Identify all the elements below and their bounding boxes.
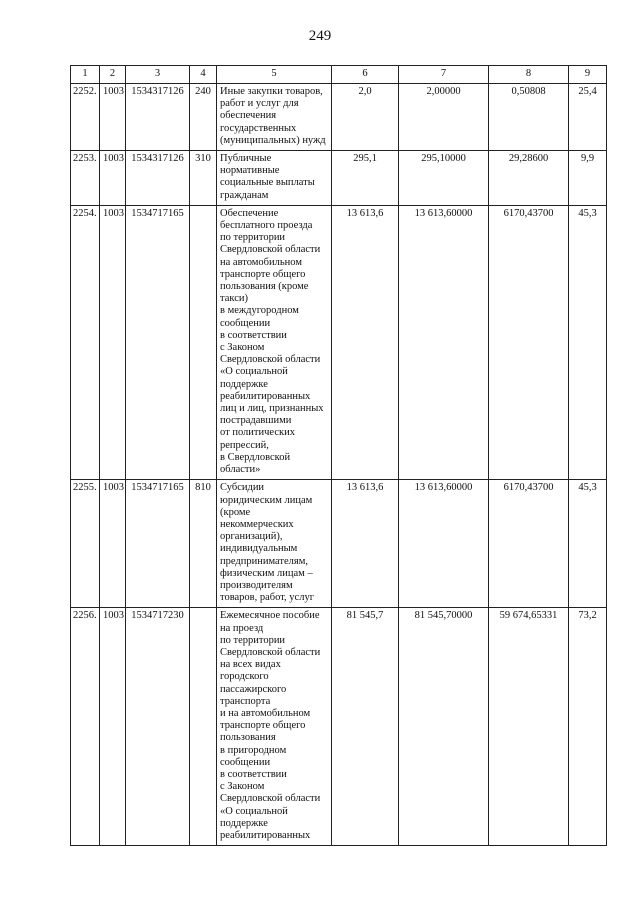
value-col9: 9,9	[569, 151, 607, 206]
row-description	[217, 608, 332, 846]
description-line: (кроме	[220, 506, 251, 518]
description-line: гражданам	[220, 189, 269, 201]
description-line: Ежемесячное пособие	[220, 610, 320, 622]
value-col6: 81 545,7	[332, 608, 399, 846]
description-line: бесплатного проезда	[220, 220, 313, 232]
description-line: государственных	[220, 122, 297, 134]
description-line: по территории	[220, 232, 286, 244]
row-description	[217, 205, 332, 479]
description-line: Свердловской области	[220, 354, 321, 366]
description-line: области»	[220, 464, 261, 476]
description-line: производителям	[220, 579, 293, 591]
section-code: 1003	[100, 205, 126, 479]
row-description	[217, 480, 332, 608]
value-col8: 0,50808	[489, 84, 569, 151]
row-number: 2253.	[71, 151, 100, 206]
description-line: предпринимателям,	[220, 555, 309, 567]
target-code: 1534717165	[126, 480, 190, 608]
section-code: 1003	[100, 151, 126, 206]
description-line: индивидуальным	[220, 543, 298, 555]
budget-table	[70, 65, 607, 846]
description-line: транспорте общего	[220, 268, 306, 280]
column-header: 9	[569, 66, 607, 84]
row-description	[217, 84, 332, 151]
description-line: пострадавшими	[220, 415, 292, 427]
value-col8: 29,28600	[489, 151, 569, 206]
value-col9: 25,4	[569, 84, 607, 151]
description-line: физическим лицам –	[220, 567, 313, 579]
column-header: 5	[217, 66, 332, 84]
expense-type-code	[190, 608, 217, 846]
value-col7: 295,10000	[399, 151, 489, 206]
description-line: товаров, работ, услуг	[220, 592, 315, 604]
row-number: 2255.	[71, 480, 100, 608]
description-line: в Свердловской	[220, 451, 291, 463]
description-line: такси)	[220, 293, 248, 305]
column-header: 7	[399, 66, 489, 84]
description-line: в соответствии	[220, 768, 287, 780]
description-line: пользования	[220, 732, 276, 744]
value-col9: 45,3	[569, 205, 607, 479]
column-header: 4	[190, 66, 217, 84]
target-code: 1534717230	[126, 608, 190, 846]
section-code: 1003	[100, 608, 126, 846]
description-line: поддержке	[220, 378, 268, 390]
description-line: с Законом	[220, 342, 265, 354]
column-header: 8	[489, 66, 569, 84]
description-line: «О социальной	[220, 366, 288, 378]
description-line: в междугородном	[220, 305, 299, 317]
expense-type-code: 810	[190, 480, 217, 608]
table-header	[71, 66, 607, 84]
description-line: реабилитированных	[220, 390, 311, 402]
description-line: Свердловской области	[220, 793, 321, 805]
value-col6: 295,1	[332, 151, 399, 206]
table-row	[71, 205, 607, 479]
description-line: нормативные	[220, 165, 280, 177]
description-line: транспорта	[220, 695, 271, 707]
row-number: 2254.	[71, 205, 100, 479]
row-number: 2252.	[71, 84, 100, 151]
description-line: юридическим лицам	[220, 494, 313, 506]
value-col7: 13 613,60000	[399, 205, 489, 479]
description-line: поддержке	[220, 817, 268, 829]
target-code: 1534317126	[126, 84, 190, 151]
description-line: Субсидии	[220, 482, 265, 494]
description-line: лиц и лиц, признанных	[220, 403, 324, 415]
column-header: 2	[100, 66, 126, 84]
expense-type-code: 240	[190, 84, 217, 151]
table-row	[71, 480, 607, 608]
value-col8: 6170,43700	[489, 205, 569, 479]
row-number: 2256.	[71, 608, 100, 846]
description-line: Иные закупки товаров,	[220, 86, 323, 97]
value-col6: 13 613,6	[332, 480, 399, 608]
column-header: 3	[126, 66, 190, 84]
description-line: транспорте общего	[220, 720, 306, 732]
column-header: 1	[71, 66, 100, 84]
table-row	[71, 151, 607, 206]
description-line: с Законом	[220, 781, 265, 793]
description-line: Свердловской области	[220, 244, 321, 256]
description-line: некоммерческих	[220, 518, 294, 530]
value-col8: 59 674,65331	[489, 608, 569, 846]
description-line: репрессий,	[220, 439, 269, 451]
expense-type-code	[190, 205, 217, 479]
description-line: «О социальной	[220, 805, 288, 817]
table-row	[71, 84, 607, 151]
description-line: в соответствии	[220, 329, 287, 341]
table-body	[71, 84, 607, 846]
description-line: на проезд	[220, 622, 264, 634]
value-col8: 6170,43700	[489, 480, 569, 608]
description-line: сообщении	[220, 756, 271, 768]
description-line: пользования (кроме	[220, 281, 309, 293]
row-description	[217, 151, 332, 206]
value-col7: 2,00000	[399, 84, 489, 151]
description-line: организаций),	[220, 531, 283, 543]
section-code: 1003	[100, 84, 126, 151]
description-line: Обеспечение	[220, 207, 279, 219]
column-header: 6	[332, 66, 399, 84]
expense-type-code: 310	[190, 151, 217, 206]
description-line: в пригородном	[220, 744, 287, 756]
description-line: на всех видах	[220, 659, 281, 671]
description-line: городского	[220, 671, 269, 683]
description-line: социальные выплаты	[220, 177, 315, 189]
value-col7: 81 545,70000	[399, 608, 489, 846]
page-number: 249	[308, 28, 332, 44]
description-line: обеспечения	[220, 110, 277, 122]
description-line: на автомобильном	[220, 256, 302, 268]
description-line: сообщении	[220, 317, 271, 329]
target-code: 1534317126	[126, 151, 190, 206]
section-code: 1003	[100, 480, 126, 608]
description-line: пассажирского	[220, 683, 287, 695]
value-col9: 73,2	[569, 608, 607, 846]
description-line: и на автомобильном	[220, 707, 311, 719]
description-line: работ и услуг для	[220, 98, 299, 110]
table-row	[71, 608, 607, 846]
description-line: (муниципальных) нужд	[220, 134, 326, 146]
value-col7: 13 613,60000	[399, 480, 489, 608]
value-col6: 2,0	[332, 84, 399, 151]
description-line: Публичные	[220, 153, 272, 165]
value-col6: 13 613,6	[332, 205, 399, 479]
description-line: по территории	[220, 634, 286, 646]
description-line: от политических	[220, 427, 295, 439]
description-line: Свердловской области	[220, 646, 321, 658]
description-line: реабилитированных	[220, 829, 311, 841]
value-col9: 45,3	[569, 480, 607, 608]
target-code: 1534717165	[126, 205, 190, 479]
